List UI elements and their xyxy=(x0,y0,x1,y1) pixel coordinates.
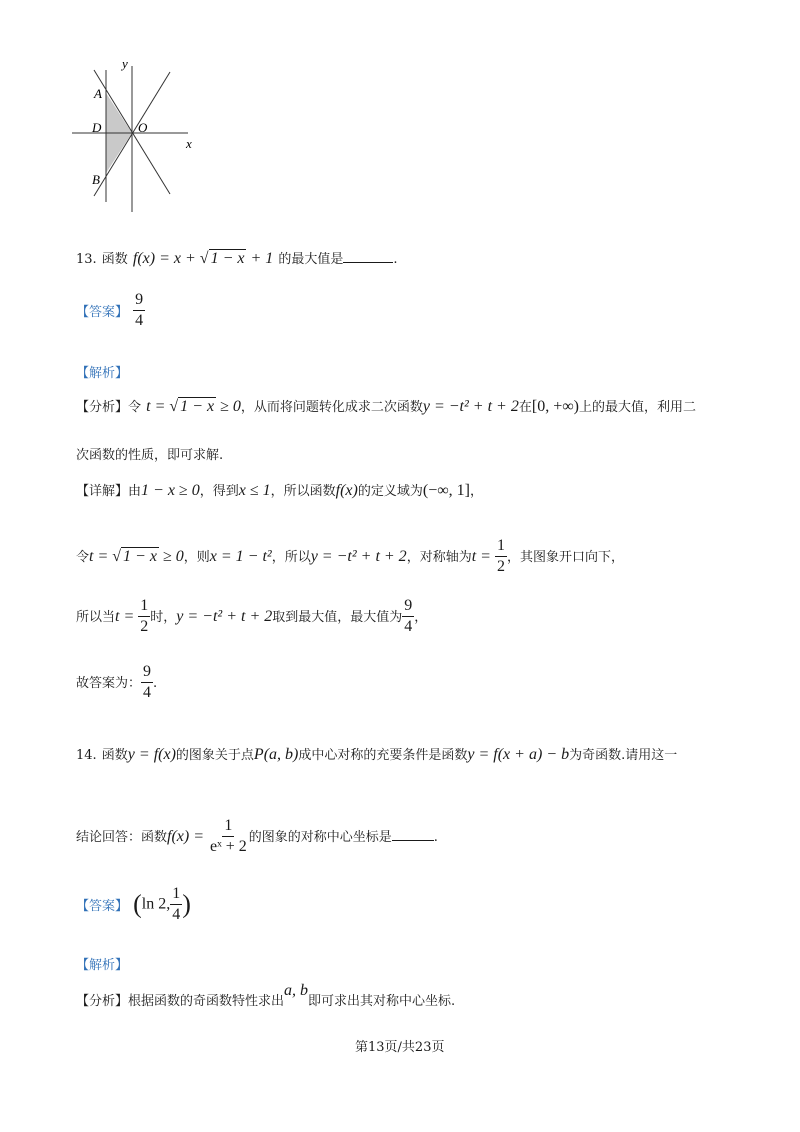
line2-part5: ，其图象开口向下， xyxy=(506,550,624,565)
q13-suffix: 的最大值是 xyxy=(278,252,344,267)
line3-fraction2-num: 9 xyxy=(402,598,414,617)
q14-number: 14. xyxy=(76,748,97,763)
answer-tag: 【答案】 xyxy=(76,305,129,320)
line2-math3: y = −t² + t + 2 xyxy=(310,548,407,565)
q13-func-sqrt: 1 − x xyxy=(210,250,245,267)
q14-fenxi-math1: a, b xyxy=(284,982,309,999)
label-x: x xyxy=(186,136,192,151)
q13-fenxi-line2: 次函数的性质，即可求解. xyxy=(76,448,224,463)
line2-fraction-den: 2 xyxy=(496,558,505,575)
q14-part2: 的图象关于点 xyxy=(175,748,254,763)
fenxi-math1-lhs: t = xyxy=(146,398,170,415)
q14-part3: 成中心对称的充要条件是函数 xyxy=(298,748,468,763)
xiangjie-math4: (−∞, 1] xyxy=(422,482,470,499)
question-14-line2 xyxy=(76,818,438,855)
q14-math2: P(a, b) xyxy=(253,746,299,763)
q14-math4-lhs: f(x) = xyxy=(167,828,209,845)
q14-answer-ln: ln 2, xyxy=(141,895,171,913)
q13-fenxi-line1: 【分析】令 t = √ 1 − x ≥ 0，从而将问题转化成求二次函数y = −t² + t + 2在[0, +∞)上的最大值，利用二 xyxy=(76,398,696,415)
q13-func-rhs: + 1 xyxy=(246,250,274,267)
line2-math1-rhs: ≥ 0 xyxy=(158,548,184,565)
label-a: A xyxy=(94,86,102,101)
q13-blank[interactable] xyxy=(343,262,393,263)
label-b: B xyxy=(92,172,100,187)
q14-part4: 为奇函数.请用这一 xyxy=(569,748,678,763)
line4-end: . xyxy=(153,676,158,691)
fenxi-math3: [0, +∞) xyxy=(531,398,579,415)
q14-line2-part1: 结论回答：函数 xyxy=(76,830,168,845)
line3-part4: ， xyxy=(414,610,428,625)
q14-blank[interactable] xyxy=(392,840,434,841)
fenxi-math1-sqrt: 1 − x xyxy=(180,398,215,415)
q14-part1: 函数 xyxy=(101,748,128,763)
q13-line2: 令t = √ 1 − x ≥ 0，则x = 1 − t²，所以y = −t² + t + 2，对称轴为t = $\frac{1}{2}$ ，其图象开口向下， xyxy=(76,537,624,575)
line3-part1: 所以当 xyxy=(76,610,116,625)
q14-fraction-num: 1 xyxy=(222,818,234,837)
fenxi-part4: 上的最大值，利用二 xyxy=(578,400,696,415)
q13-jiexi-tag: 【解析】 xyxy=(76,366,129,381)
line4-fraction xyxy=(141,664,153,701)
question-13: 13. 函数 f(x) = x + √ 1 − x + 1 的最大值是 . xyxy=(76,250,398,267)
label-y: y xyxy=(122,56,128,71)
fenxi-part3: 在 xyxy=(518,400,532,415)
line2-math1-sqrt: 1 − x xyxy=(123,548,157,565)
xiangjie-part1: 由 xyxy=(128,484,142,499)
page-footer: 第13页/共23页 xyxy=(355,1040,445,1055)
label-d: D xyxy=(92,120,102,135)
line2-math4-lhs: t = xyxy=(471,548,495,565)
label-o: O xyxy=(138,120,148,135)
line3-part3: 取到最大值，最大值为 xyxy=(272,610,403,625)
q14-math1: y = f(x) xyxy=(127,746,176,763)
q14-line2-part2: 的图象的对称中心坐标是 xyxy=(248,830,392,845)
line3-fraction2-den: 4 xyxy=(404,618,413,635)
line3-part2: 时， xyxy=(150,610,177,625)
xiangjie-part4: 的定义域为 xyxy=(357,484,423,499)
q14-math3: y = f(x + a) − b xyxy=(467,746,570,763)
q13-prefix: 函数 xyxy=(101,252,128,267)
line4-fraction-num: 9 xyxy=(141,664,153,683)
q13-func-lhs: f(x) = x + xyxy=(132,250,200,267)
q14-answer-open: ( xyxy=(133,889,142,919)
line2-part4: ，对称轴为 xyxy=(406,550,472,565)
line3-fraction2 xyxy=(402,598,414,635)
q14-fraction-den: eˣ + 2 xyxy=(210,838,247,855)
q14-end: . xyxy=(433,830,438,845)
fenxi-math2: y = −t² + t + 2 xyxy=(422,398,519,415)
fenxi-part2: ，从而将问题转化成求二次函数 xyxy=(240,400,423,415)
answer-numerator: 9 xyxy=(133,292,145,311)
xiangjie-tag: 【详解】 xyxy=(76,484,129,499)
line2-math1-lhs: t = xyxy=(89,548,113,565)
q14-fenxi xyxy=(76,982,456,1010)
line2-fraction xyxy=(495,538,507,575)
q14-answer-fraction xyxy=(170,886,182,923)
xiangjie-math1: 1 − x ≥ 0 xyxy=(141,482,200,499)
answer-denominator: 4 xyxy=(135,312,144,329)
q13-line4 xyxy=(76,664,157,701)
line2-part3: ，所以 xyxy=(271,550,311,565)
line3-fraction1-num: 1 xyxy=(138,598,150,617)
q14-answer-tag: 【答案】 xyxy=(76,899,129,914)
q14-fenxi-tag: 【分析】 xyxy=(76,994,129,1009)
line2-part2: ，则 xyxy=(183,550,210,565)
xiangjie-math3: f(x) xyxy=(335,482,358,499)
xiangjie-part3: ，所以函数 xyxy=(270,484,336,499)
line3-math1-lhs: t = xyxy=(115,608,139,625)
q14-answer-close: ) xyxy=(182,889,191,919)
q14-answer-num: 1 xyxy=(170,886,182,905)
q14-fenxi-part1: 根据函数的奇函数特性求出 xyxy=(128,994,285,1009)
line3-fraction1-den: 2 xyxy=(140,618,149,635)
line2-math2: x = 1 − t² xyxy=(209,548,272,565)
line3-fraction1 xyxy=(138,598,150,635)
xiangjie-math2: x ≤ 1 xyxy=(238,482,271,499)
fenxi-math1-rhs: ≥ 0 xyxy=(216,398,241,415)
q13-line3 xyxy=(76,598,427,635)
q13-end: . xyxy=(393,252,398,267)
line3-math2: y = −t² + t + 2 xyxy=(176,608,273,625)
graph-figure xyxy=(60,52,200,217)
xiangjie-part2: ，得到 xyxy=(199,484,239,499)
line2-fraction-num: 1 xyxy=(495,538,507,557)
q13-answer xyxy=(76,292,145,329)
line4-fraction-den: 4 xyxy=(143,684,152,701)
answer-fraction xyxy=(133,292,145,329)
q14-jiexi-tag: 【解析】 xyxy=(76,958,129,973)
question-14-line1 xyxy=(76,744,677,764)
q13-xiangjie-line1 xyxy=(76,480,483,500)
q14-fenxi-part2: 即可求出其对称中心坐标. xyxy=(308,994,456,1009)
q14-answer xyxy=(76,886,191,923)
q14-answer-den: 4 xyxy=(172,906,181,923)
xiangjie-part5: ， xyxy=(469,484,483,499)
fenxi-part1: 令 xyxy=(128,400,142,415)
q13-number: 13. xyxy=(76,252,97,267)
q14-fraction xyxy=(208,818,249,855)
line2-part1: 令 xyxy=(76,550,90,565)
fenxi-tag: 【分析】 xyxy=(76,400,129,415)
line4-part1: 故答案为： xyxy=(76,676,142,691)
